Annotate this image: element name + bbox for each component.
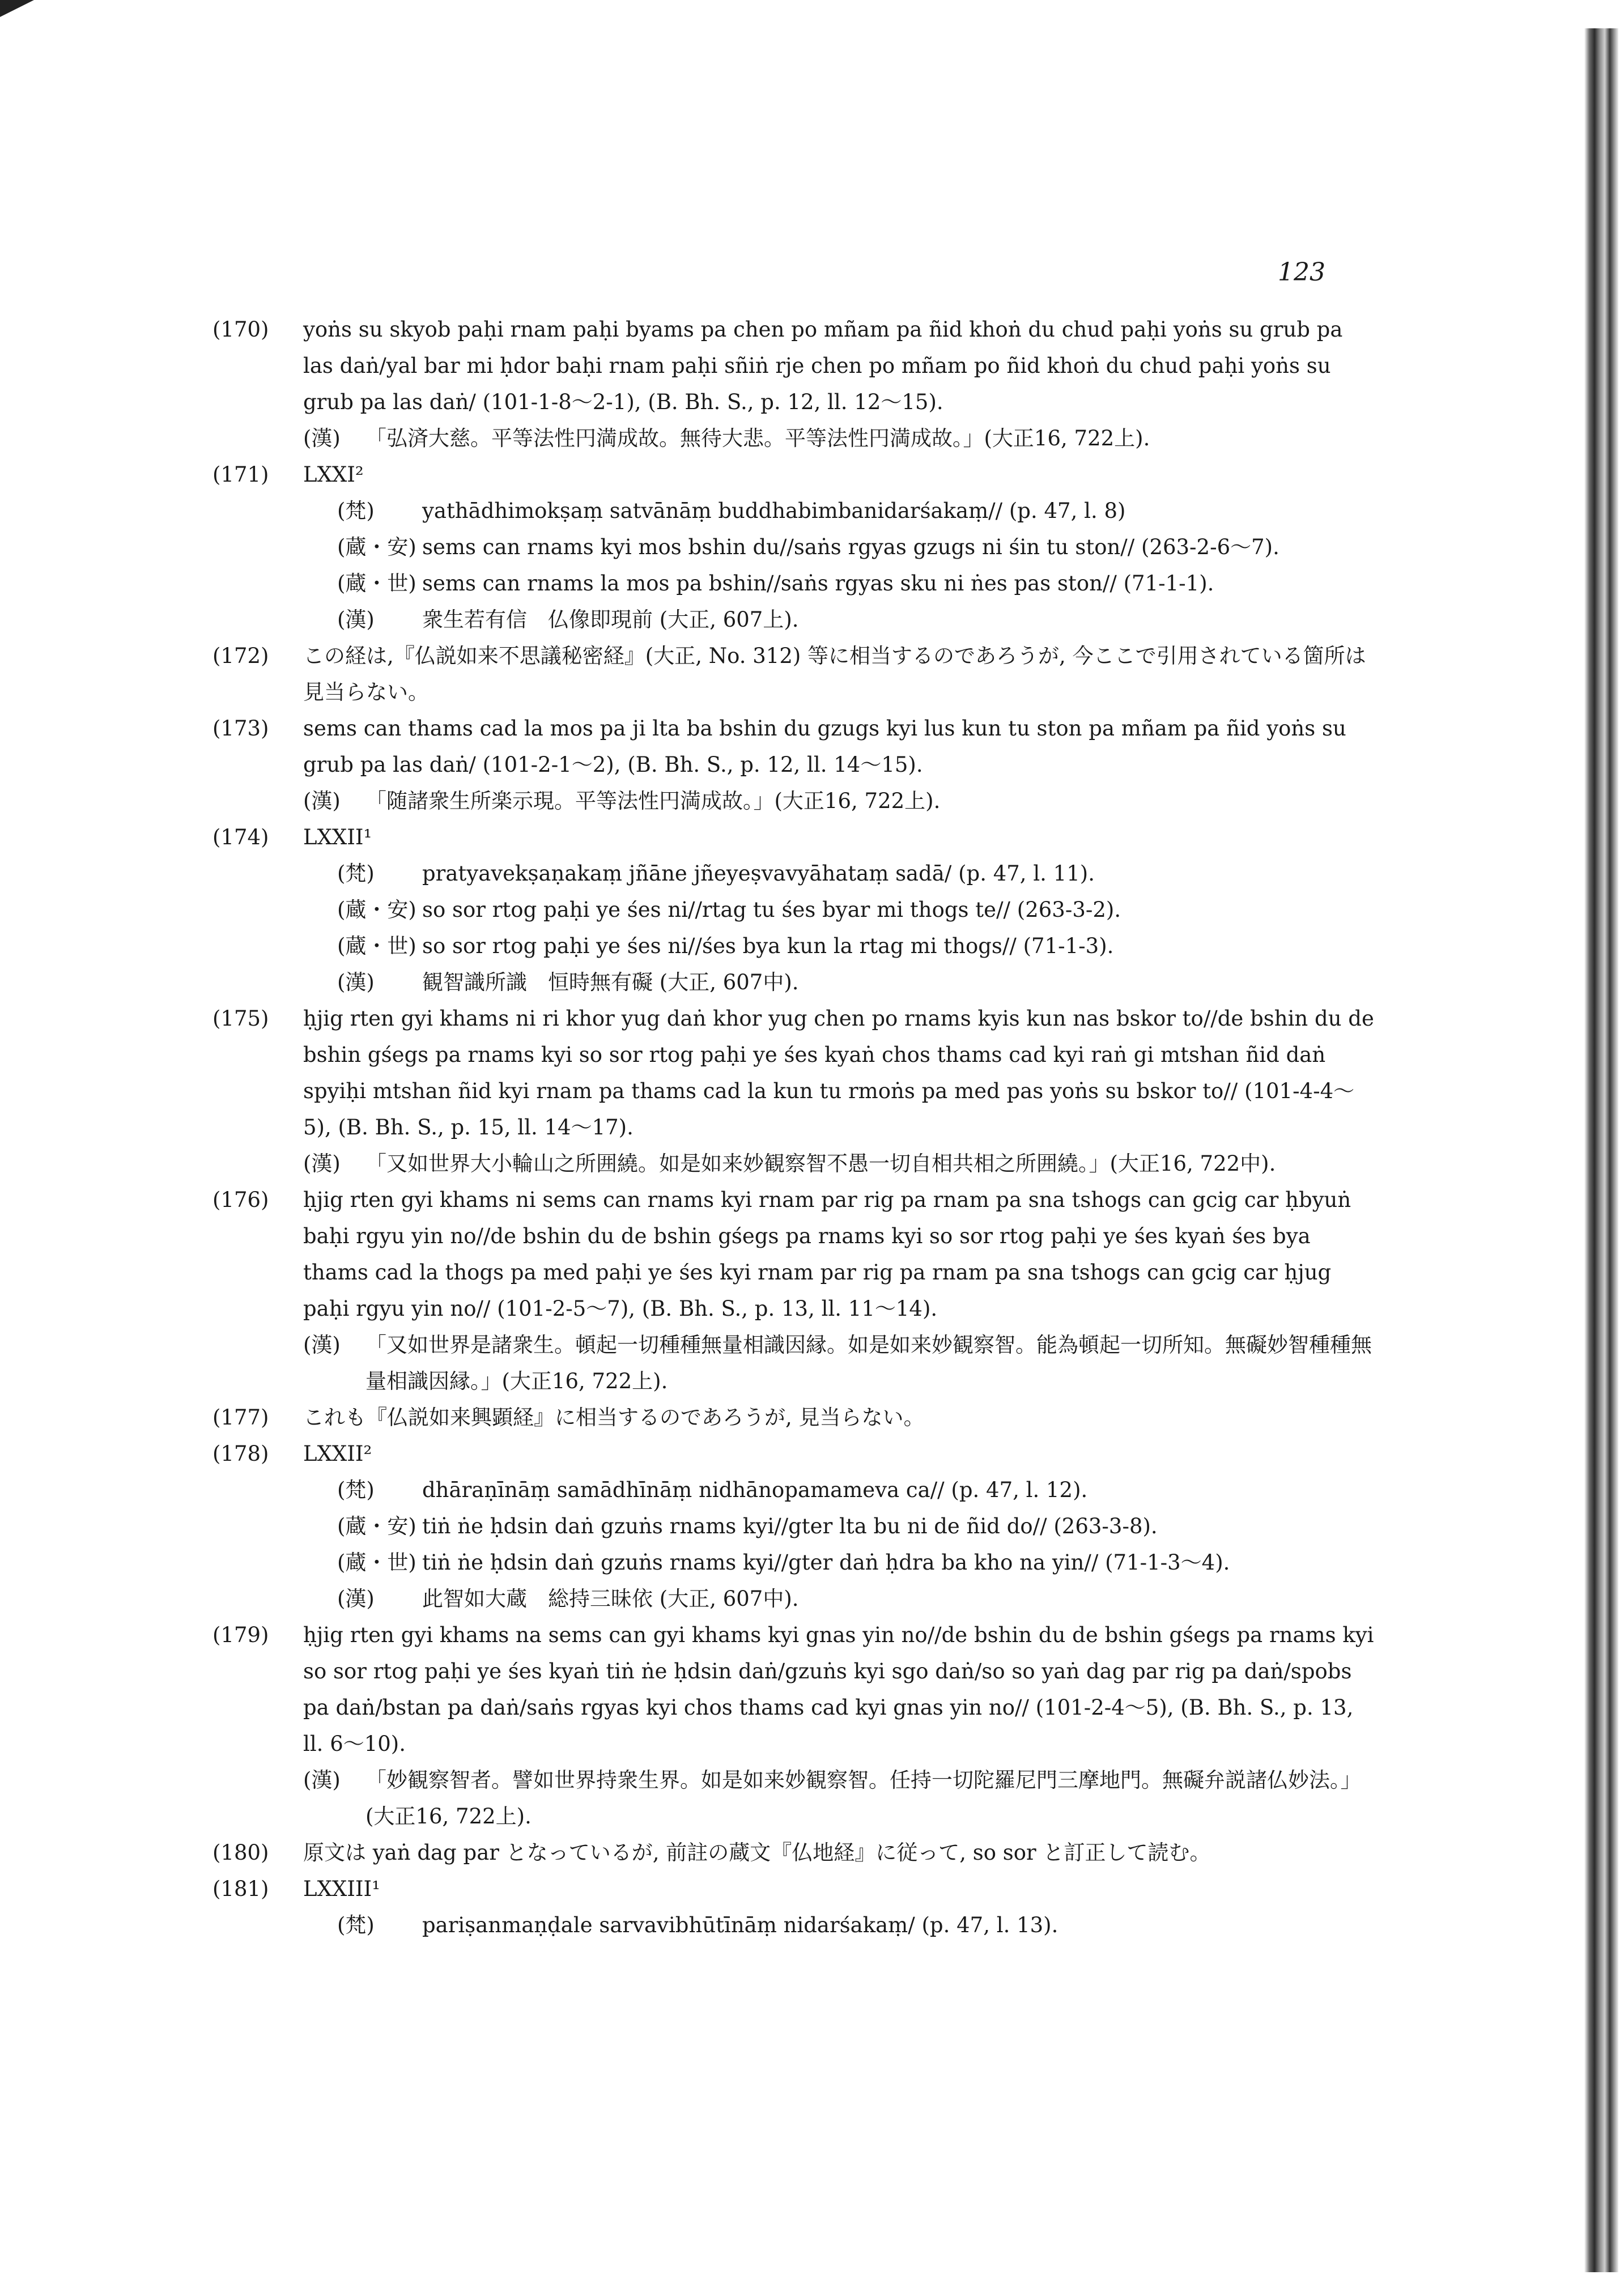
footnote-text: LXXI² [303,462,364,487]
footnote-text: ḥjig rten gyi khams ni ri khor yug daṅ khor yug chen po rnams kyis kun nas bskor to//de bshin du de bshin gśegs pa rnams kyi so sor rtog paḥi ye śes kyaṅ chos thams cad kyi raṅ gi mtshan ñid daṅ spyiḥi mtshan ñid kyi rnam pa thams cad la kun tu rmoṅs pa med pas yoṅs su bskor to// (101-4-4～5), (B. Bh. S., p. 15, ll. 14～17). [303,1006,1374,1140]
footnote-body [303,638,1374,711]
chinese-text: 「随諸衆生所楽示現。平等法性円満成故。」(大正16, 722上). [365,789,941,813]
parallel-content: pratyavekṣaṇakaṃ jñāne jñeyeṣvavyāhataṃ sadā/ (p. 47, l. 11). [422,861,1095,886]
footnote-number: (171) [212,462,269,487]
footnote-number: (173) [212,716,269,741]
chinese-label: (漢) [303,1151,341,1176]
footnote-body [303,1182,1374,1327]
parallel-text [303,529,1374,566]
footnote-text: ḥjig rten gyi khams ni sems can rnams kyi rnam par rig pa rnam pa sna tshogs can gcig car ḥbyuṅ baḥi rgyu yin no//de bshin du de bshin gśegs pa rnams kyi so sor rtog paḥi ye śes kyaṅ śes bya thams cad la thogs pa med paḥi ye śes kyi rnam par rig pa rnam pa sna tshogs can gcig car ḥjug paḥi rgyu yin no// (101-2-5～7), (B. Bh. S., p. 13, ll. 11～14). [303,1188,1351,1321]
scan-corner-mark [0,0,34,17]
footnote-body [303,457,1374,638]
footnote-body [303,312,1374,420]
parallel-content: sems can rnams la mos pa bshin//saṅs rgyas sku ni ṅes pas ston// (71-1-1). [422,571,1214,596]
page-number: 123 [1278,258,1325,287]
footnote-text: ḥjig rten gyi khams na sems can gyi khams kyi gnas yin no//de bshin du de bshin gśegs pa rnams kyi so sor rtog paḥi ye śes kyaṅ tiṅ ṅe ḥdsin daṅ/gzuṅs kyi sgo daṅ/so so yaṅ dag par rig pa daṅ/spobs pa daṅ/bstan pa daṅ/saṅs rgyas kyi chos thams cad kyi gnas yin no// (101-2-4～5), (B. Bh. S., p. 13, ll. 6～10). [303,1623,1374,1756]
parallel-text [303,856,1374,892]
parallel-text [303,1508,1374,1545]
footnote-text: sems can thams cad la mos pa ji lta ba bshin du gzugs kyi lus kun tu ston pa mñam pa ñid yoṅs su grub pa las daṅ/ (101-2-1～2), (B. Bh. S., p. 12, ll. 14～15). [303,716,1346,777]
footnote-number: (181) [212,1877,269,1901]
footnote [212,1001,1374,1182]
footnote [212,312,1374,457]
parallel-text [303,928,1374,964]
chinese-label: (漢) [303,1333,341,1357]
parallel-label: (梵) [337,499,375,523]
parallel-label: (漢) [337,607,375,632]
chinese-text: 「弘済大慈。平等法性円満成故。無待大悲。平等法性円満成故。」(大正16, 722上). [365,426,1150,450]
parallel-text [303,892,1374,928]
chinese-citation [303,420,1374,457]
scan-page-edge [1584,28,1618,2272]
footnote-text: 原文は yaṅ dag par となっているが, 前註の蔵文『仏地経』に従って, so sor と訂正して読む。 [303,1840,1211,1865]
parallel-label: (蔵・世) [337,934,416,958]
parallel-content: yathādhimokṣaṃ satvānāṃ buddhabimbanidarśakaṃ// (p. 47, l. 8) [422,499,1126,523]
footnote-body [303,711,1374,783]
footnote-body [303,1835,1374,1871]
chinese-label: (漢) [303,1768,341,1792]
footnote-number: (178) [212,1442,269,1466]
footnote-body [303,1436,1374,1617]
parallel-label: (蔵・安) [337,898,416,922]
parallel-content: sems can rnams kyi mos bshin du//saṅs rgyas gzugs ni śin tu ston// (263-2-6～7). [422,535,1279,559]
chinese-citation [303,1327,1374,1400]
parallel-text [303,493,1374,529]
footnote-text: LXXII¹ [303,825,372,849]
footnote-number: (179) [212,1623,269,1647]
parallel-content: dhāraṇīnāṃ samādhīnāṃ nidhānopamameva ca// (p. 47, l. 12). [422,1478,1088,1502]
chinese-text: 「妙観察智者。譬如世界持衆生界。如是如来妙観察智。任持一切陀羅尼門三摩地門。無礙弁説諸仏妙法。」(大正16, 722上). [365,1768,1362,1829]
chinese-label: (漢) [303,426,341,450]
footnote-number: (176) [212,1188,269,1212]
parallel-label: (漢) [337,1587,375,1611]
parallel-content: so sor rtog paḥi ye śes ni//rtag tu śes byar mi thogs te// (263-3-2). [422,898,1121,922]
chinese-label: (漢) [303,789,341,813]
footnote [212,638,1374,711]
footnote-number: (172) [212,644,269,668]
parallel-content: 観智識所識 恒時無有礙 (大正, 607中). [422,970,799,994]
footnote [212,1835,1374,1871]
parallel-text [303,566,1374,602]
parallel-text [303,1581,1374,1617]
footnote-body [303,1871,1374,1944]
footnote [212,1617,1374,1835]
parallel-label: (漢) [337,970,375,994]
chinese-text: 「又如世界是諸衆生。頓起一切種種無量相識因縁。如是如来妙観察智。能為頓起一切所知。無礙妙智種種無量相識因縁。」(大正16, 722上). [365,1333,1372,1393]
footnote-number: (174) [212,825,269,849]
chinese-citation [303,1762,1374,1835]
footnote-body [303,1617,1374,1762]
parallel-label: (梵) [337,1478,375,1502]
parallel-label: (蔵・世) [337,1550,416,1575]
notes-container [212,312,1374,1944]
footnote-text: LXXII² [303,1442,372,1466]
chinese-citation [303,1146,1374,1182]
parallel-label: (梵) [337,1913,375,1937]
parallel-text [303,1545,1374,1581]
footnote [212,457,1374,638]
footnote-text: これも『仏説如来興顕経』に相当するのであろうが, 見当らない。 [303,1405,925,1430]
footnote [212,711,1374,819]
parallel-label: (蔵・安) [337,535,416,559]
footnote-text: この経は,『仏説如来不思議秘密経』(大正, No. 312) 等に相当するのであろうが, 今ここで引用されている箇所は見当らない。 [303,644,1366,704]
footnote-body [303,819,1374,1001]
parallel-text [303,1907,1374,1944]
parallel-content: pariṣanmaṇḍale sarvavibhūtīnāṃ nidarśakaṃ/ (p. 47, l. 13). [422,1913,1058,1937]
parallel-text [303,602,1374,638]
footnote-text: LXXIII¹ [303,1877,380,1901]
footnote-number: (170) [212,317,269,342]
chinese-citation [303,783,1374,819]
footnote-text: yoṅs su skyob paḥi rnam paḥi byams pa chen po mñam pa ñid khoṅ du chud paḥi yoṅs su grub pa las daṅ/yal bar mi ḥdor baḥi rnam paḥi sñiṅ rje chen po mñam po ñid khoṅ du chud paḥi yoṅs su grub pa las daṅ/ (101-1-8～2-1), (B. Bh. S., p. 12, ll. 12～15). [303,317,1343,414]
footnote [212,1436,1374,1617]
parallel-content: tiṅ ṅe ḥdsin daṅ gzuṅs rnams kyi//gter daṅ ḥdra ba kho na yin// (71-1-3～4). [422,1550,1230,1575]
parallel-text [303,1472,1374,1508]
parallel-content: 衆生若有信 仏像即現前 (大正, 607上). [422,607,799,632]
footnote [212,1400,1374,1436]
parallel-content: so sor rtog paḥi ye śes ni//śes bya kun la rtag mi thogs// (71-1-3). [422,934,1114,958]
footnote-number: (177) [212,1405,269,1430]
footnote [212,1182,1374,1400]
parallel-content: 此智如大蔵 総持三昧依 (大正, 607中). [422,1587,799,1611]
chinese-text: 「又如世界大小輪山之所囲繞。如是如来妙観察智不愚一切自相共相之所囲繞。」(大正16, 722中). [365,1151,1276,1176]
footnote-number: (180) [212,1840,269,1865]
footnote-body [303,1400,1374,1436]
footnote [212,1871,1374,1944]
parallel-label: (蔵・安) [337,1514,416,1538]
parallel-label: (梵) [337,861,375,886]
footnote-number: (175) [212,1006,269,1031]
parallel-text [303,964,1374,1001]
parallel-content: tiṅ ṅe ḥdsin daṅ gzuṅs rnams kyi//gter lta bu ni de ñid do// (263-3-8). [422,1514,1158,1538]
footnote [212,819,1374,1001]
footnote-body [303,1001,1374,1146]
parallel-label: (蔵・世) [337,571,416,596]
